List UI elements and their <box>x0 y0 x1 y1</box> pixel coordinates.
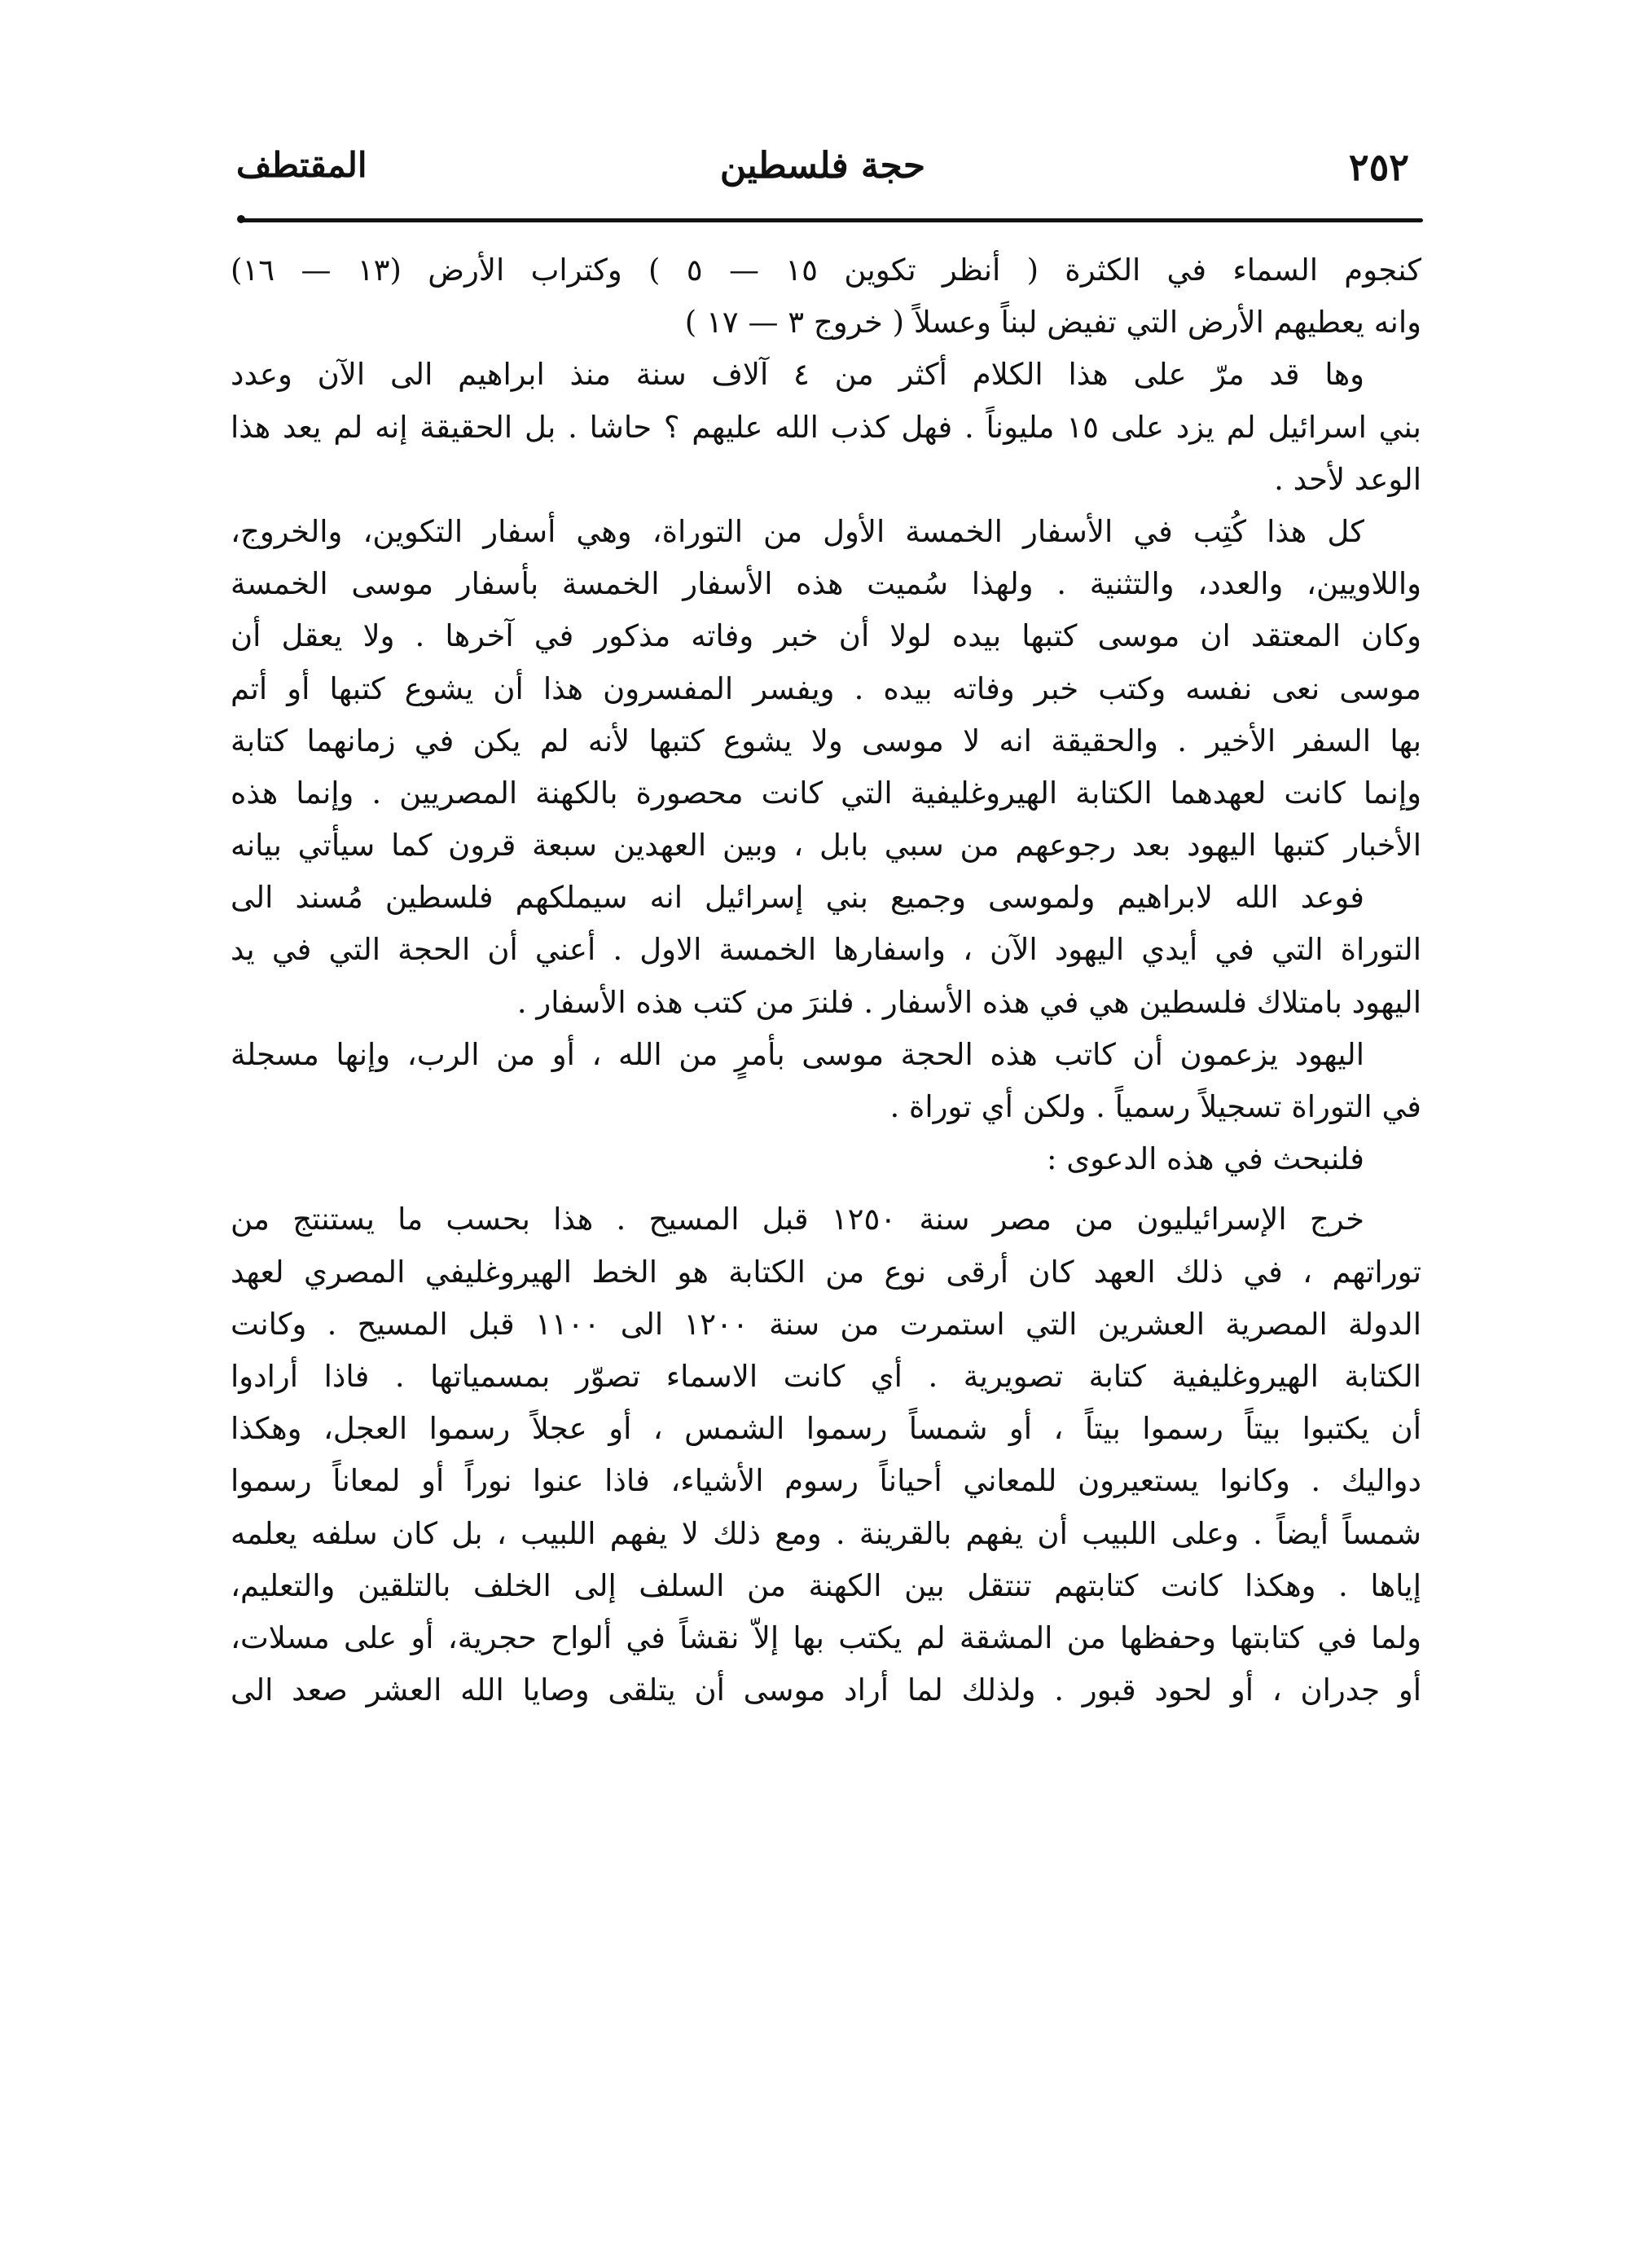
text-line: واللاويين، والعدد، والتثنية . ولهذا سُميت هذه الأسفار الخمسة بأسفار موسى الخمسة <box>231 566 1421 602</box>
text-line: كنجوم السماء في الكثرة ( أنظر تكوين ١٥ — ٥ ) وكتراب الأرض (١٣ — ١٦) <box>231 253 1421 288</box>
paragraph-start: خرج الإسرائيليون من مصر سنة ١٢٥٠ قبل المسيح . هذا بحسب ما يستنتج من <box>231 1202 1365 1237</box>
text-line: إياها . وهكذا كانت كتابتهم تنتقل بين الكهنة من السلف إلى الخلف بالتلقين والتعليم، <box>231 1567 1421 1603</box>
paragraph-start: كل هذا كُتِب في الأسفار الخمسة الأول من التوراة، وهي أسفار التكوين، والخروج، <box>231 513 1364 549</box>
page-number: ٢٥٢ <box>1348 145 1409 189</box>
paragraph-start: اليهود يزعمون أن كاتب هذه الحجة موسى بأمرٍ من الله ، أو من الرب، وإنها مسجلة <box>231 1036 1364 1072</box>
paragraph-start: فوعد الله لابراهيم ولموسى وجميع بني إسرائيل انه سيملكهم فلسطين مُسند الى <box>231 880 1364 916</box>
text-line: بها السفر الأخير . والحقيقة انه لا موسى ولا يشوع كتبها لأنه لم يكن في زمانهما كتابة <box>231 723 1421 758</box>
text-line: شمساً أيضاً . وعلى اللبيب أن يفهم بالقرينة . ومع ذلك لا يفهم اللبيب ، بل كان سلفه يعلمه <box>231 1515 1421 1551</box>
text-line: الكتابة الهيروغليفية كتابة تصويرية . أي كانت الاسماء تصوّر بمسمياتها . فاذا أرادوا <box>231 1358 1421 1394</box>
text-line: دواليك . وكانوا يستعيرون للمعاني أحياناً رسوم الأشياء، فاذا عنوا نوراً أو لمعاناً رسموا <box>231 1463 1421 1499</box>
text-line: توراتهم ، في ذلك العهد كان أرقى نوع من الكتابة هو الخط الهيروغليفي المصري لعهد <box>231 1254 1421 1290</box>
body-text <box>231 244 1421 1716</box>
journal-name: المقتطف <box>236 145 367 185</box>
text-line: بني اسرائيل لم يزد على ١٥ مليوناً . فهل كذب الله عليهم ؟ حاشا . بل الحقيقة إنه لم يعد هذا <box>231 409 1421 445</box>
text-line: في التوراة تسجيلاً رسمياً . ولكن أي توراة . <box>889 1089 1421 1124</box>
page-header <box>236 145 1409 202</box>
text-line: اليهود بامتلاك فلسطين هي في هذه الأسفار . فلنرَ من كتب هذه الأسفار . <box>516 984 1421 1020</box>
header-rule <box>240 218 1423 222</box>
text-line: أو جدران ، أو لحود قبور . ولذلك لما أراد موسى أن يتلقى وصايا الله العشر صعد الى <box>231 1672 1421 1708</box>
text-line: ولما في كتابتها وحفظها من المشقة لم يكتب بها إلاّ نقشاً في ألواح حجرية، أو على مسلات، <box>231 1620 1421 1655</box>
running-title: حجة فلسطين <box>719 145 926 187</box>
text-line: وإنما كانت لعهدهما الكتابة الهيروغليفية التي كانت محصورة بالكهنة المصريين . وإنما هذه <box>231 775 1421 811</box>
text-line: وكان المعتقد ان موسى كتبها بيده لولا أن خبر وفاته مذكور في آخرها . ولا يعقل أن <box>231 618 1421 654</box>
text-line: موسى نعى نفسه وكتب خبر وفاته بيده . ويفسر المفسرون هذا أن يشوع كتبها أو أتم <box>231 670 1421 706</box>
text-line: الوعد لأحد . <box>1274 461 1421 497</box>
text-line: وانه يعطيهم الأرض التي تفيض لبناً وعسلاً ( خروج ٣ — ١٧ ) <box>684 305 1421 341</box>
text-line: التوراة التي في أيدي اليهود الآن ، واسفارها الخمسة الاول . أعني أن الحجة التي في يد <box>231 932 1421 968</box>
paragraph-start: وها قد مرّ على هذا الكلام أكثر من ٤ آلاف سنة منذ ابراهيم الى الآن وعدد <box>231 357 1364 393</box>
text-line: الأخبار كتبها اليهود بعد رجوعهم من سبي بابل ، وبين العهدين سبعة قرون كما سيأتي بيانه <box>231 828 1421 864</box>
text-line: أن يكتبوا بيتاً رسموا بيتاً ، أو شمساً رسموا الشمس ، أو عجلاً رسموا العجل، وهكذا <box>231 1411 1421 1447</box>
paragraph-start: فلنبحث في هذه الدعوى : <box>1047 1141 1364 1177</box>
text-line: الدولة المصرية العشرين التي استمرت من سنة ١٢٠٠ الى ١١٠٠ قبل المسيح . وكانت <box>231 1306 1421 1342</box>
